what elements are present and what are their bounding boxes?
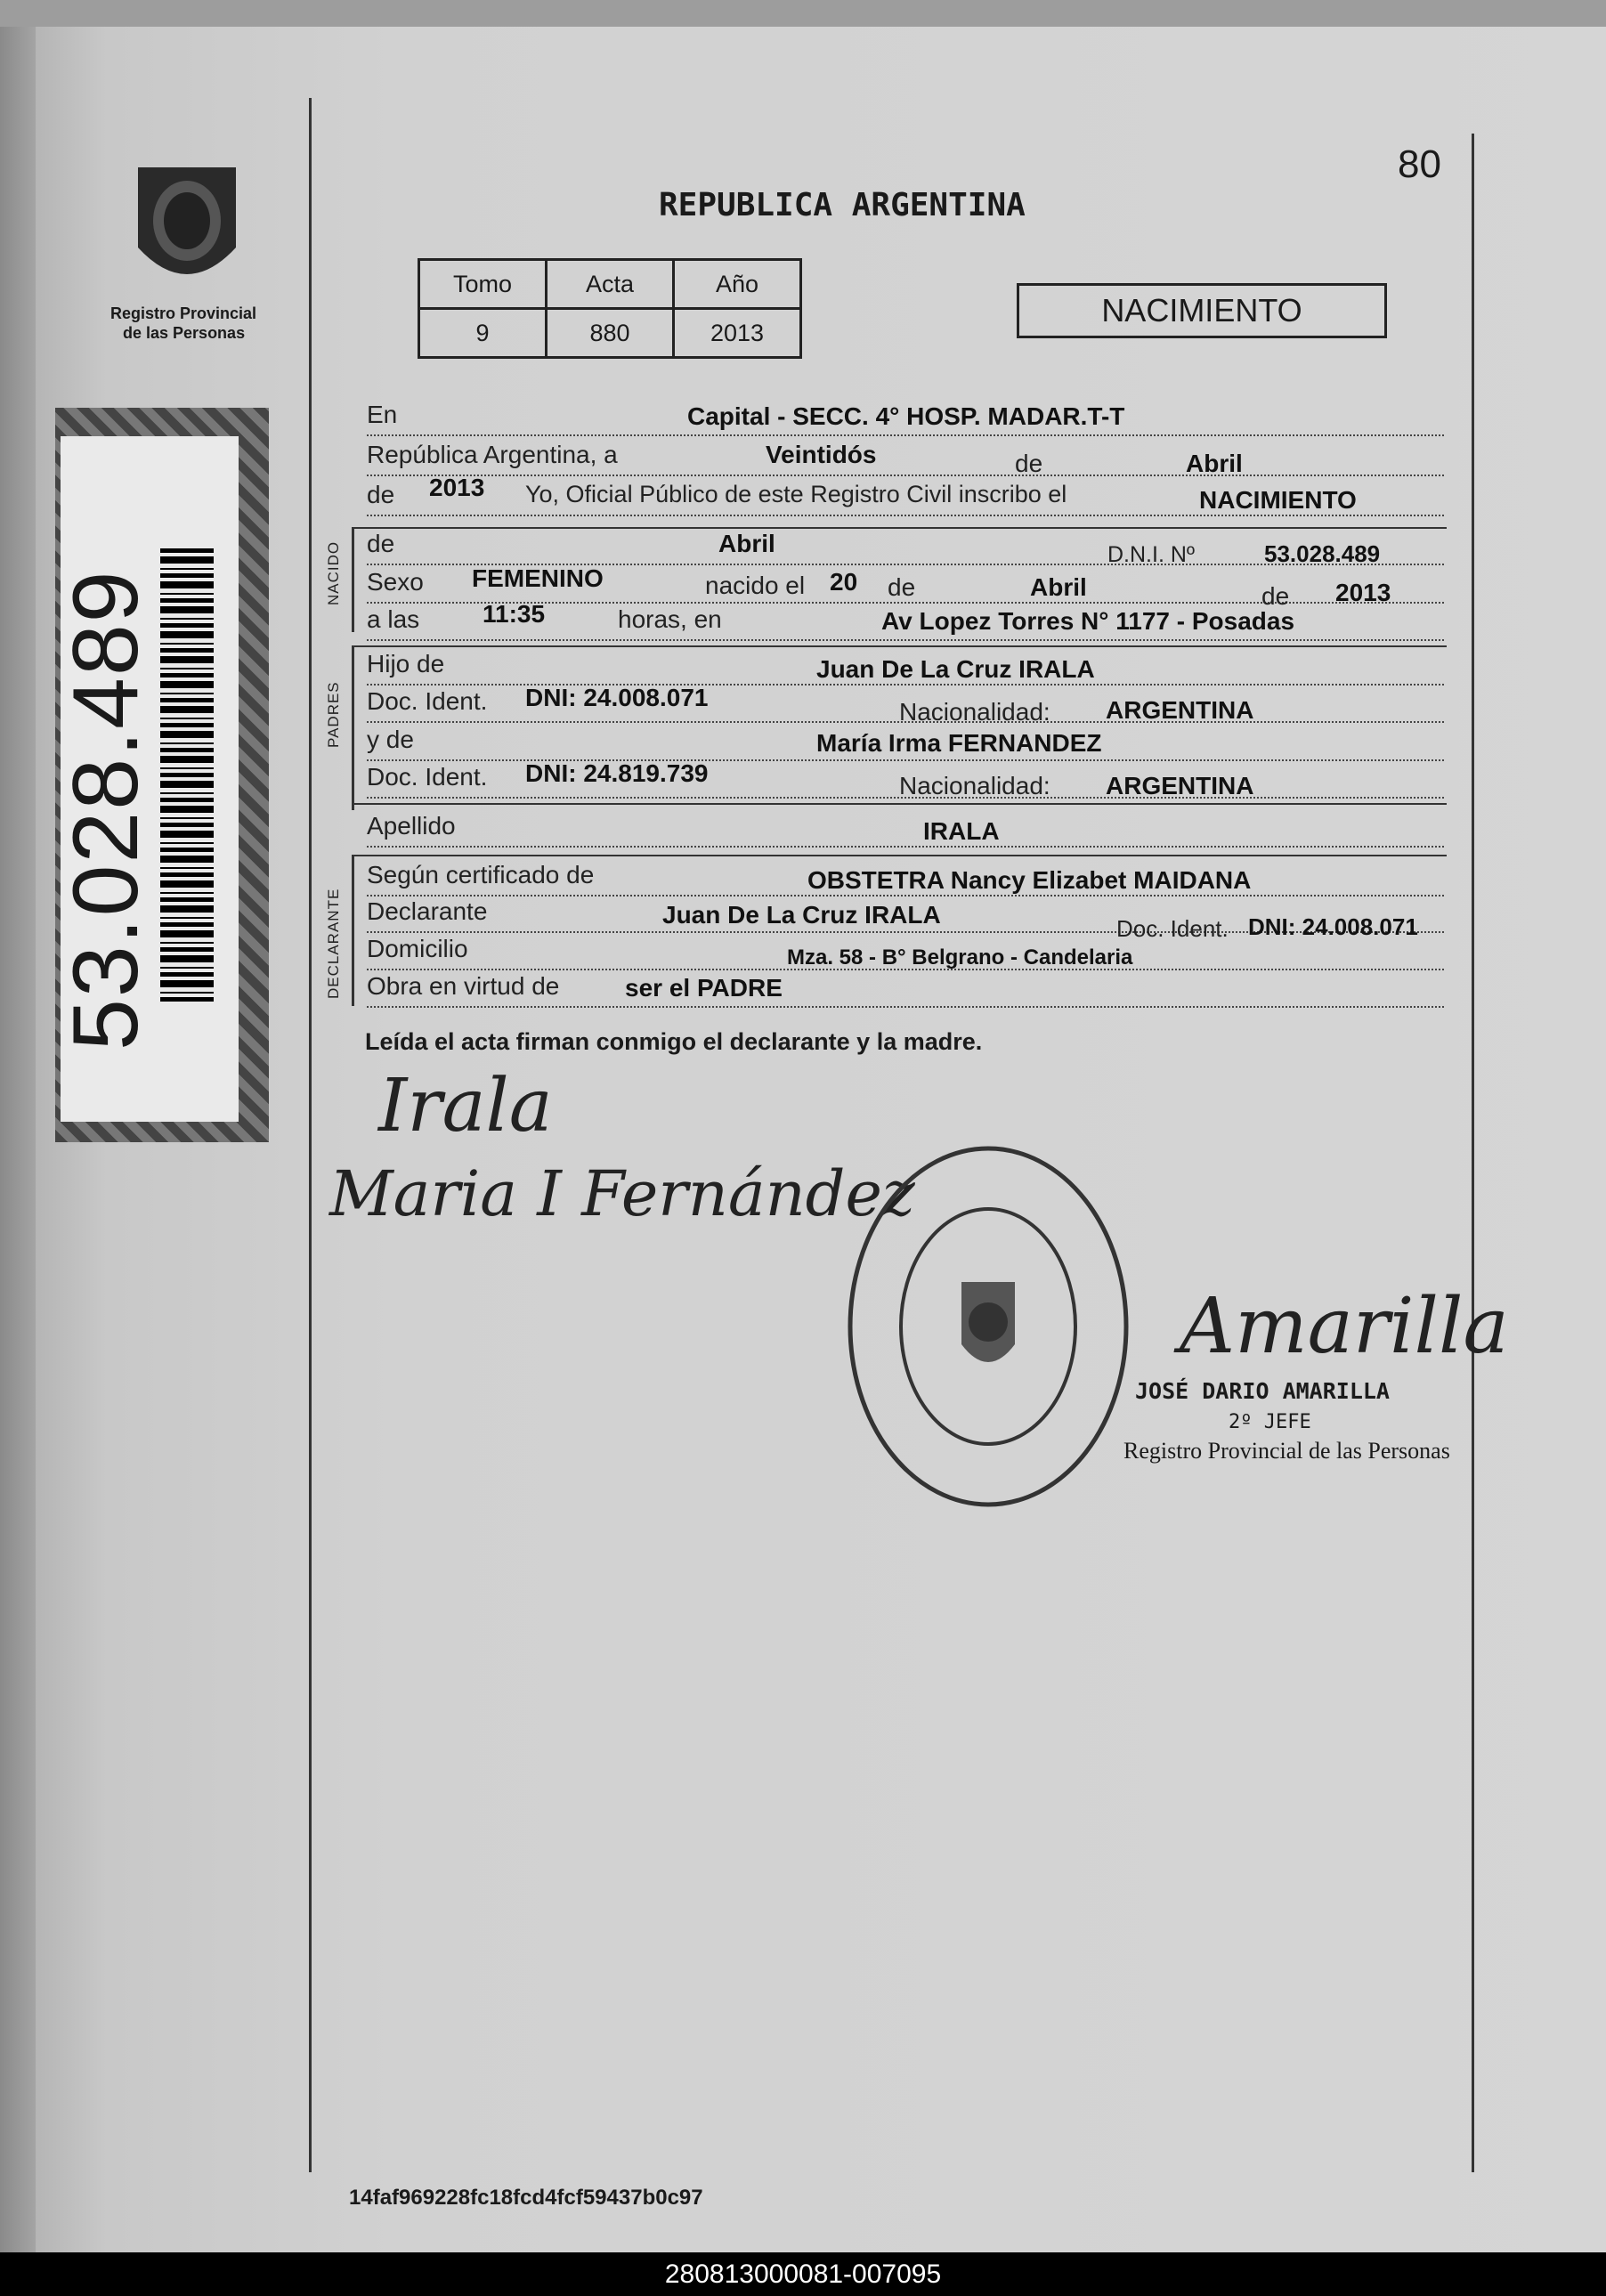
barcode-icon (160, 548, 214, 1002)
separator-declarante-top (352, 855, 1447, 856)
image-id-bar: 280813000081-007095 (0, 2252, 1606, 2296)
obra-en-virtud: ser el PADRE (625, 974, 783, 1002)
barcode-number: 53.028.489 (54, 569, 158, 1051)
line-hora: a las 11:35 horas, en Av Lopez Torres N° 1177 - Posadas (367, 605, 1444, 641)
nacido-bracket (352, 527, 354, 632)
declarante-bracket (352, 855, 354, 1006)
domicilio: Mza. 58 - B° Belgrano - Candelaria (787, 945, 1133, 970)
lugar-nacimiento: Av Lopez Torres N° 1177 - Posadas (881, 607, 1295, 635)
line-doc-padre: Doc. Ident. DNI: 24.008.071 Nacionalidad: ARGENTINA (367, 687, 1444, 723)
madre-dni: DNI: 24.819.739 (525, 759, 709, 787)
line-republica: República Argentina, a Veintidós de Abril (367, 441, 1444, 476)
declarante-nombre: Juan De La Cruz IRALA (662, 901, 941, 929)
signature-irala: Irala (378, 1064, 553, 1148)
logo-caption-1: Registro Provincial (110, 304, 257, 322)
scan-top-edge (0, 0, 1606, 27)
mes-inscripcion: Abril (1186, 450, 1243, 477)
hora-nacimiento: 11:35 (483, 600, 546, 628)
line-nacido-de: de Abril D.N.I. Nº 53.028.489 (367, 530, 1444, 565)
logo-caption-2: de las Personas (123, 324, 246, 342)
table-header-ano: Año (674, 260, 801, 309)
signature-officer: Amarilla (1180, 1282, 1509, 1371)
line-certificado: Según certificado de OBSTETRA Nancy Elizabet MAIDANA (367, 861, 1444, 896)
padre-nacionalidad: ARGENTINA (1106, 696, 1254, 724)
line-domicilio: Domicilio Mza. 58 - B° Belgrano - Candelaria (367, 935, 1444, 970)
sexo: FEMENINO (472, 564, 604, 592)
nacido-ano: 2013 (1335, 579, 1391, 606)
line-doc-madre: Doc. Ident. DNI: 24.819.739 Nacionalidad: ARGENTINA (367, 763, 1444, 799)
line-statement: de 2013 Yo, Oficial Público de este Registro Civil inscribo el NACIMIENTO (367, 481, 1444, 516)
side-label-padres: PADRES (325, 681, 342, 748)
table-header-acta: Acta (547, 260, 674, 309)
tipo-inscripcion: NACIMIENTO (1199, 486, 1357, 514)
nacido-mes: Abril (1030, 573, 1087, 601)
declarante-dni: DNI: 24.008.071 (1248, 913, 1418, 940)
left-margin-line (309, 98, 312, 2172)
right-margin-line (1472, 134, 1474, 2172)
table-value-ano: 2013 (674, 309, 801, 358)
document-page (36, 27, 1606, 2252)
padre-dni: DNI: 24.008.071 (525, 684, 709, 711)
officer-name: JOSÉ DARIO AMARILLA (1135, 1378, 1390, 1404)
table-value-acta: 880 (547, 309, 674, 358)
certificado-por: OBSTETRA Nancy Elizabet MAIDANA (807, 866, 1252, 894)
officer-title: 2º JEFE (1229, 1411, 1311, 1433)
side-label-declarante: DECLARANTE (325, 888, 342, 999)
table-header-tomo: Tomo (419, 260, 547, 309)
coat-of-arms-icon (120, 150, 254, 301)
ano-inscripcion: 2013 (429, 474, 485, 501)
page-number: 80 (1398, 142, 1441, 186)
madre-nombre: María Irma FERNANDEZ (816, 729, 1102, 757)
madre-nacionalidad: ARGENTINA (1106, 772, 1254, 799)
official-stamp-icon (841, 1140, 1135, 1513)
document-title: REPUBLICA ARGENTINA (659, 187, 1026, 223)
separator-padres-top (352, 645, 1447, 647)
signature-fernandez: Maria I Fernández (329, 1157, 915, 1230)
separator-nacido-top (352, 527, 1447, 529)
padres-bracket (352, 645, 354, 810)
nacido-dia: 20 (830, 568, 858, 596)
separator-apellido-top (352, 803, 1447, 805)
registry-table (418, 258, 802, 359)
line-obra: Obra en virtud de ser el PADRE (367, 972, 1444, 1008)
line-en: En Capital - SECC. 4° HOSP. MADAR.T-T (367, 401, 1444, 436)
lugar-inscripcion: Capital - SECC. 4° HOSP. MADAR.T-T (687, 402, 1125, 430)
act-type-box: NACIMIENTO (1017, 283, 1387, 338)
line-hijo: Hijo de Juan De La Cruz IRALA (367, 650, 1444, 686)
dia-inscripcion: Veintidós (766, 441, 877, 468)
side-label-nacido: NACIDO (325, 540, 342, 605)
closing-statement: Leída el acta firman conmigo el declarante y la madre. (365, 1028, 983, 1055)
line-sexo: Sexo FEMENINO nacido el 20 de Abril de 2013 (367, 568, 1444, 604)
line-declarante: Declarante Juan De La Cruz IRALA Doc. Ident. DNI: 24.008.071 (367, 897, 1444, 933)
nacido-mes-ref: Abril (718, 530, 775, 557)
officer-org: Registro Provincial de las Personas (1123, 1438, 1450, 1464)
apellido: IRALA (923, 817, 1000, 845)
line-apellido: Apellido IRALA (367, 812, 1444, 848)
dni-nacido: 53.028.489 (1264, 540, 1381, 567)
footer-hash: 14faf969228fc18fcd4fcf59437b0c97 (349, 2186, 703, 2210)
padre-nombre: Juan De La Cruz IRALA (816, 655, 1095, 683)
line-madre: y de María Irma FERNANDEZ (367, 726, 1444, 761)
table-value-tomo: 9 (419, 309, 547, 358)
